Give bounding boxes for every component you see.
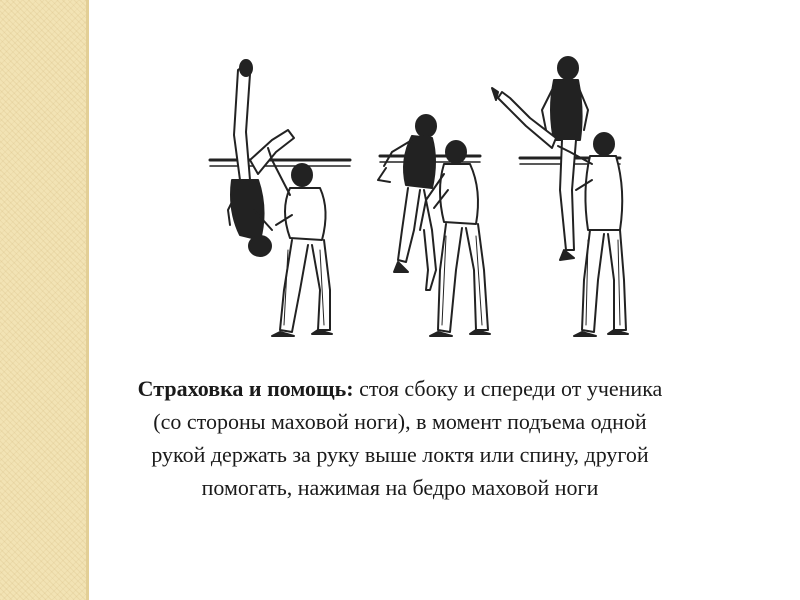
caption-line-1-rest: стоя сбоку и спереди от ученика <box>353 376 663 401</box>
decorative-side-band <box>0 0 88 600</box>
gymnastics-spotting-illustration <box>180 40 660 360</box>
caption-lead: Страховка и помощь: <box>137 376 354 401</box>
caption-line-2: (со стороны маховой ноги), в момент подъема одной <box>153 409 647 434</box>
caption-line-4: помогать, нажимая на бедро маховой ноги <box>201 475 599 500</box>
caption-line-1 <box>30 372 770 405</box>
illustration-drawing <box>180 40 660 360</box>
caption-text <box>30 372 770 504</box>
caption-line-3: рукой держать за руку выше локтя или спину, другой <box>151 442 649 467</box>
side-band-edge <box>86 0 89 600</box>
